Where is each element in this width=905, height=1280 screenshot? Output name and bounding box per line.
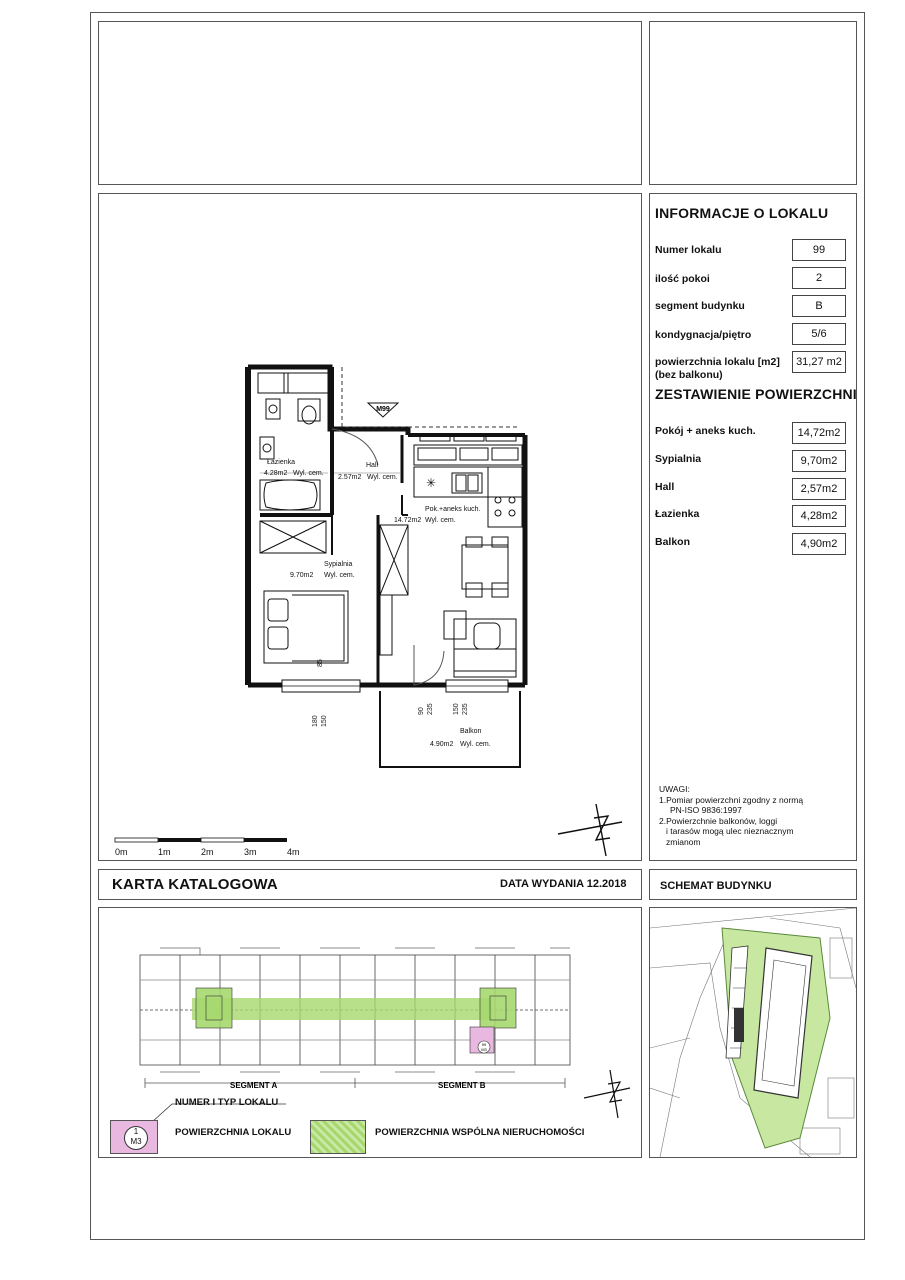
- dim-85: 85: [317, 659, 324, 667]
- unit-number-on-plan: 99: [481, 1042, 487, 1047]
- unit-tag-text: M99: [376, 406, 390, 413]
- info-heading: INFORMACJE O LOKALU: [655, 205, 829, 221]
- scale-2: 2m: [201, 847, 214, 857]
- north-arrow-small-icon: [582, 1068, 632, 1120]
- bath-floor: Wyl. cem.: [293, 470, 324, 477]
- area-value-hall: 2,57m2: [792, 478, 846, 500]
- info-label-floor: kondygnacja/piętro: [655, 329, 752, 341]
- living-floor: Wyl. cem.: [425, 517, 456, 524]
- dim-150a: 150: [321, 715, 328, 727]
- info-value-number: 99: [792, 239, 846, 261]
- balcony-name: Balkon: [460, 728, 482, 735]
- legend-unit-swatch: [110, 1120, 158, 1154]
- area-value-bedroom: 9,70m2: [792, 450, 846, 472]
- cooktop-icon: ✳: [426, 476, 437, 490]
- info-panel: [649, 193, 857, 861]
- legend-unit-circle: [124, 1126, 148, 1150]
- info-label-rooms: ilość pokoi: [655, 273, 710, 285]
- living-name: Pok.+aneks kuch.: [425, 506, 481, 513]
- legend-common-swatch: [310, 1120, 366, 1154]
- site-plan: [650, 908, 856, 1157]
- notes-block: [659, 784, 803, 847]
- card-title: KARTA KATALOGOWA: [112, 876, 278, 893]
- header-right-box: [649, 21, 857, 185]
- unit-type-on-plan: M3: [481, 1047, 487, 1052]
- segment-a-label: SEGMENT A: [230, 1081, 278, 1090]
- notes-line-5: zmianom: [666, 836, 701, 847]
- area-label-living: Pokój + aneks kuch.: [655, 425, 756, 437]
- living-area: 14.72m2: [394, 517, 422, 524]
- balcony-area: 4.90m2: [430, 741, 454, 748]
- info-label-area-note: (bez balkonu): [655, 369, 723, 381]
- area-value-balcony: 4,90m2: [792, 533, 846, 555]
- scale-0: 0m: [115, 847, 128, 857]
- balcony-floor: Wyl. cem.: [460, 741, 491, 748]
- legend-unit-sample-number: 1: [133, 1127, 139, 1136]
- unit-tag: [368, 403, 398, 417]
- area-value-bathroom: 4,28m2: [792, 505, 846, 527]
- apartment-floor-plan: [230, 355, 550, 775]
- north-arrow-icon: [556, 800, 626, 860]
- notes-line-2: PN-ISO 9836:1997: [670, 805, 742, 815]
- bed-floor: Wyl. cem.: [324, 572, 355, 579]
- notes-line-1: 1.Pomiar powierzchni zgodny z normą: [659, 794, 804, 805]
- info-value-rooms: 2: [792, 267, 846, 289]
- bed-name: Sypialnia: [324, 561, 353, 568]
- bath-area: 4.28m2: [264, 470, 288, 477]
- dim-235a: 235: [427, 703, 434, 715]
- hall-area: 2.57m2: [338, 474, 362, 481]
- notes-title: UWAGI:: [659, 784, 690, 794]
- dim-180: 180: [312, 715, 319, 727]
- area-label-bathroom: Łazienka: [655, 508, 700, 520]
- segment-b-label: SEGMENT B: [438, 1081, 486, 1090]
- area-value-living: 14,72m2: [792, 422, 846, 444]
- info-value-segment: B: [792, 295, 846, 317]
- notes-line-4: i tarasów mogą ulec nieznacznym: [666, 826, 794, 836]
- hall-floor: Wyl. cem.: [367, 474, 398, 481]
- info-label-segment: segment budynku: [655, 300, 745, 312]
- scale-4: 4m: [287, 847, 300, 857]
- area-label-balcony: Balkon: [655, 536, 691, 548]
- dim-150b: 150: [453, 703, 460, 715]
- bed-area: 9.70m2: [290, 572, 314, 579]
- building-schematic: [130, 940, 580, 1090]
- legend-unit-sample-type: M3: [130, 1137, 142, 1146]
- legend-common-area-label: POWIERZCHNIA WSPÓLNA NIERUCHOMOŚCI: [375, 1127, 585, 1138]
- scale-1: 1m: [158, 847, 171, 857]
- info-label-area: powierzchnia lokalu [m2]: [655, 356, 780, 368]
- scale-3: 3m: [244, 847, 257, 857]
- hall-name: Hall: [366, 462, 379, 469]
- dim-90: 90: [418, 707, 425, 715]
- areas-heading: ZESTAWIENIE POWIERZCHNI: [655, 386, 857, 402]
- area-label-bedroom: Sypialnia: [655, 453, 702, 465]
- legend-unit-area-label: POWIERZCHNIA LOKALU: [175, 1127, 292, 1138]
- header-left-box: [98, 21, 642, 185]
- bath-name: Łazienka: [267, 459, 296, 466]
- dim-235b: 235: [462, 703, 469, 715]
- area-label-hall: Hall: [655, 481, 675, 493]
- info-label-number: Numer lokalu: [655, 244, 722, 256]
- notes-line-3: 2.Powierzchnie balkonów, loggi: [659, 815, 778, 826]
- scheme-title: SCHEMAT BUDYNKU: [660, 880, 772, 892]
- info-value-area: 31,27 m2: [792, 351, 846, 373]
- legend-unit-number-label: NUMER I TYP LOKALU: [175, 1097, 279, 1108]
- info-value-floor: 5/6: [792, 323, 846, 345]
- scale-bar: [110, 833, 310, 861]
- issue-date: DATA WYDANIA 12.2018: [500, 878, 627, 890]
